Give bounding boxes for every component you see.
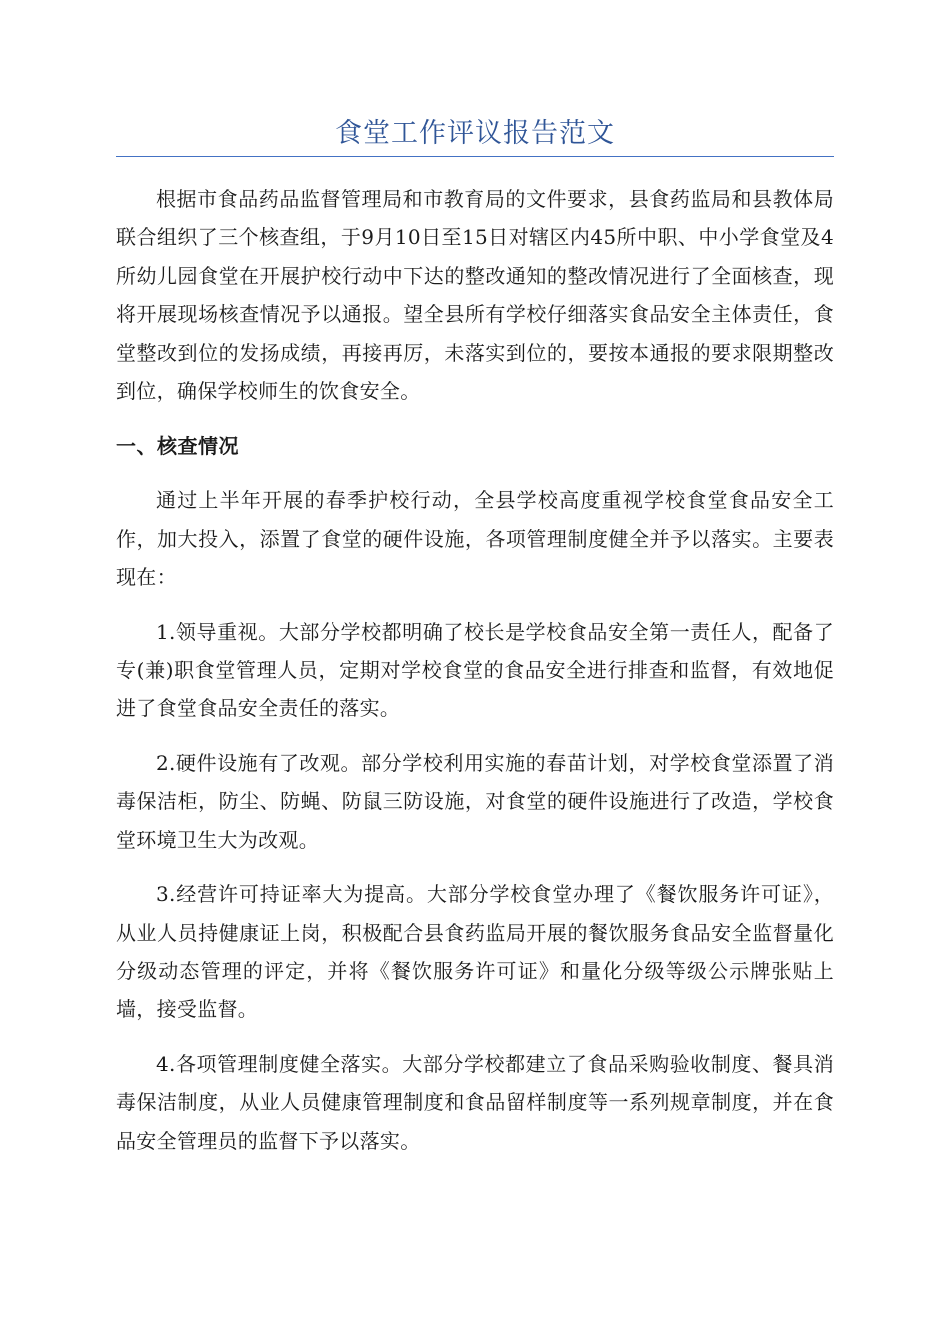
item-paragraph-3: 3.经营许可持证率大为提高。大部分学校食堂办理了《餐饮服务许可证》，从业人员持健康证上岗，积极配合县食药监局开展的餐饮服务食品安全监督量化分级动态管理的评定，并将《餐饮服务许可证》和量化分级等级公示牌张贴上墙，接受监督。 (116, 882, 834, 1022)
overview-paragraph: 通过上半年开展的春季护校行动，全县学校高度重视学校食堂食品安全工作，加大投入，添置了食堂的硬件设施，各项管理制度健全并予以落实。主要表现在： (116, 488, 834, 590)
section-heading-inspection: 一、核查情况 (116, 434, 239, 459)
document-page (116, 0, 834, 1160)
item-paragraph-1: 1.领导重视。大部分学校都明确了校长是学校食品安全第一责任人，配备了专(兼)职食堂管理人员，定期对学校食堂的食品安全进行排查和监督，有效地促进了食堂食品安全责任的落实。 (116, 619, 834, 721)
item-paragraph-4: 4.各项管理制度健全落实。大部分学校都建立了食品采购验收制度、餐具消毒保洁制度，从业人员健康管理制度和食品留样制度等一系列规章制度，并在食品安全管理员的监督下予以落实。 (116, 1051, 834, 1153)
document-title: 食堂工作评议报告范文 (335, 118, 615, 149)
item-paragraph-2: 2.硬件设施有了改观。部分学校利用实施的春苗计划，对学校食堂添置了消毒保洁柜，防尘、防蝇、防鼠三防设施，对食堂的硬件设施进行了改造，学校食堂环境卫生大为改观。 (116, 750, 834, 852)
intro-paragraph: 根据市食品药品监督管理局和市教育局的文件要求，县食药监局和县教体局联合组织了三个核查组，于9月10日至15日对辖区内45所中职、中小学食堂及4所幼儿园食堂在开展护校行动中下达的整改通知的整改情况进行了全面核查，现将开展现场核查情况予以通报。望全县所有学校仔细落实食品安全主体责任，食堂整改到位的发扬成绩，再接再厉，未落实到位的，要按本通报的要求限期整改到位，确保学校师生的饮食安全。 (116, 187, 834, 404)
title-underline (116, 156, 834, 157)
